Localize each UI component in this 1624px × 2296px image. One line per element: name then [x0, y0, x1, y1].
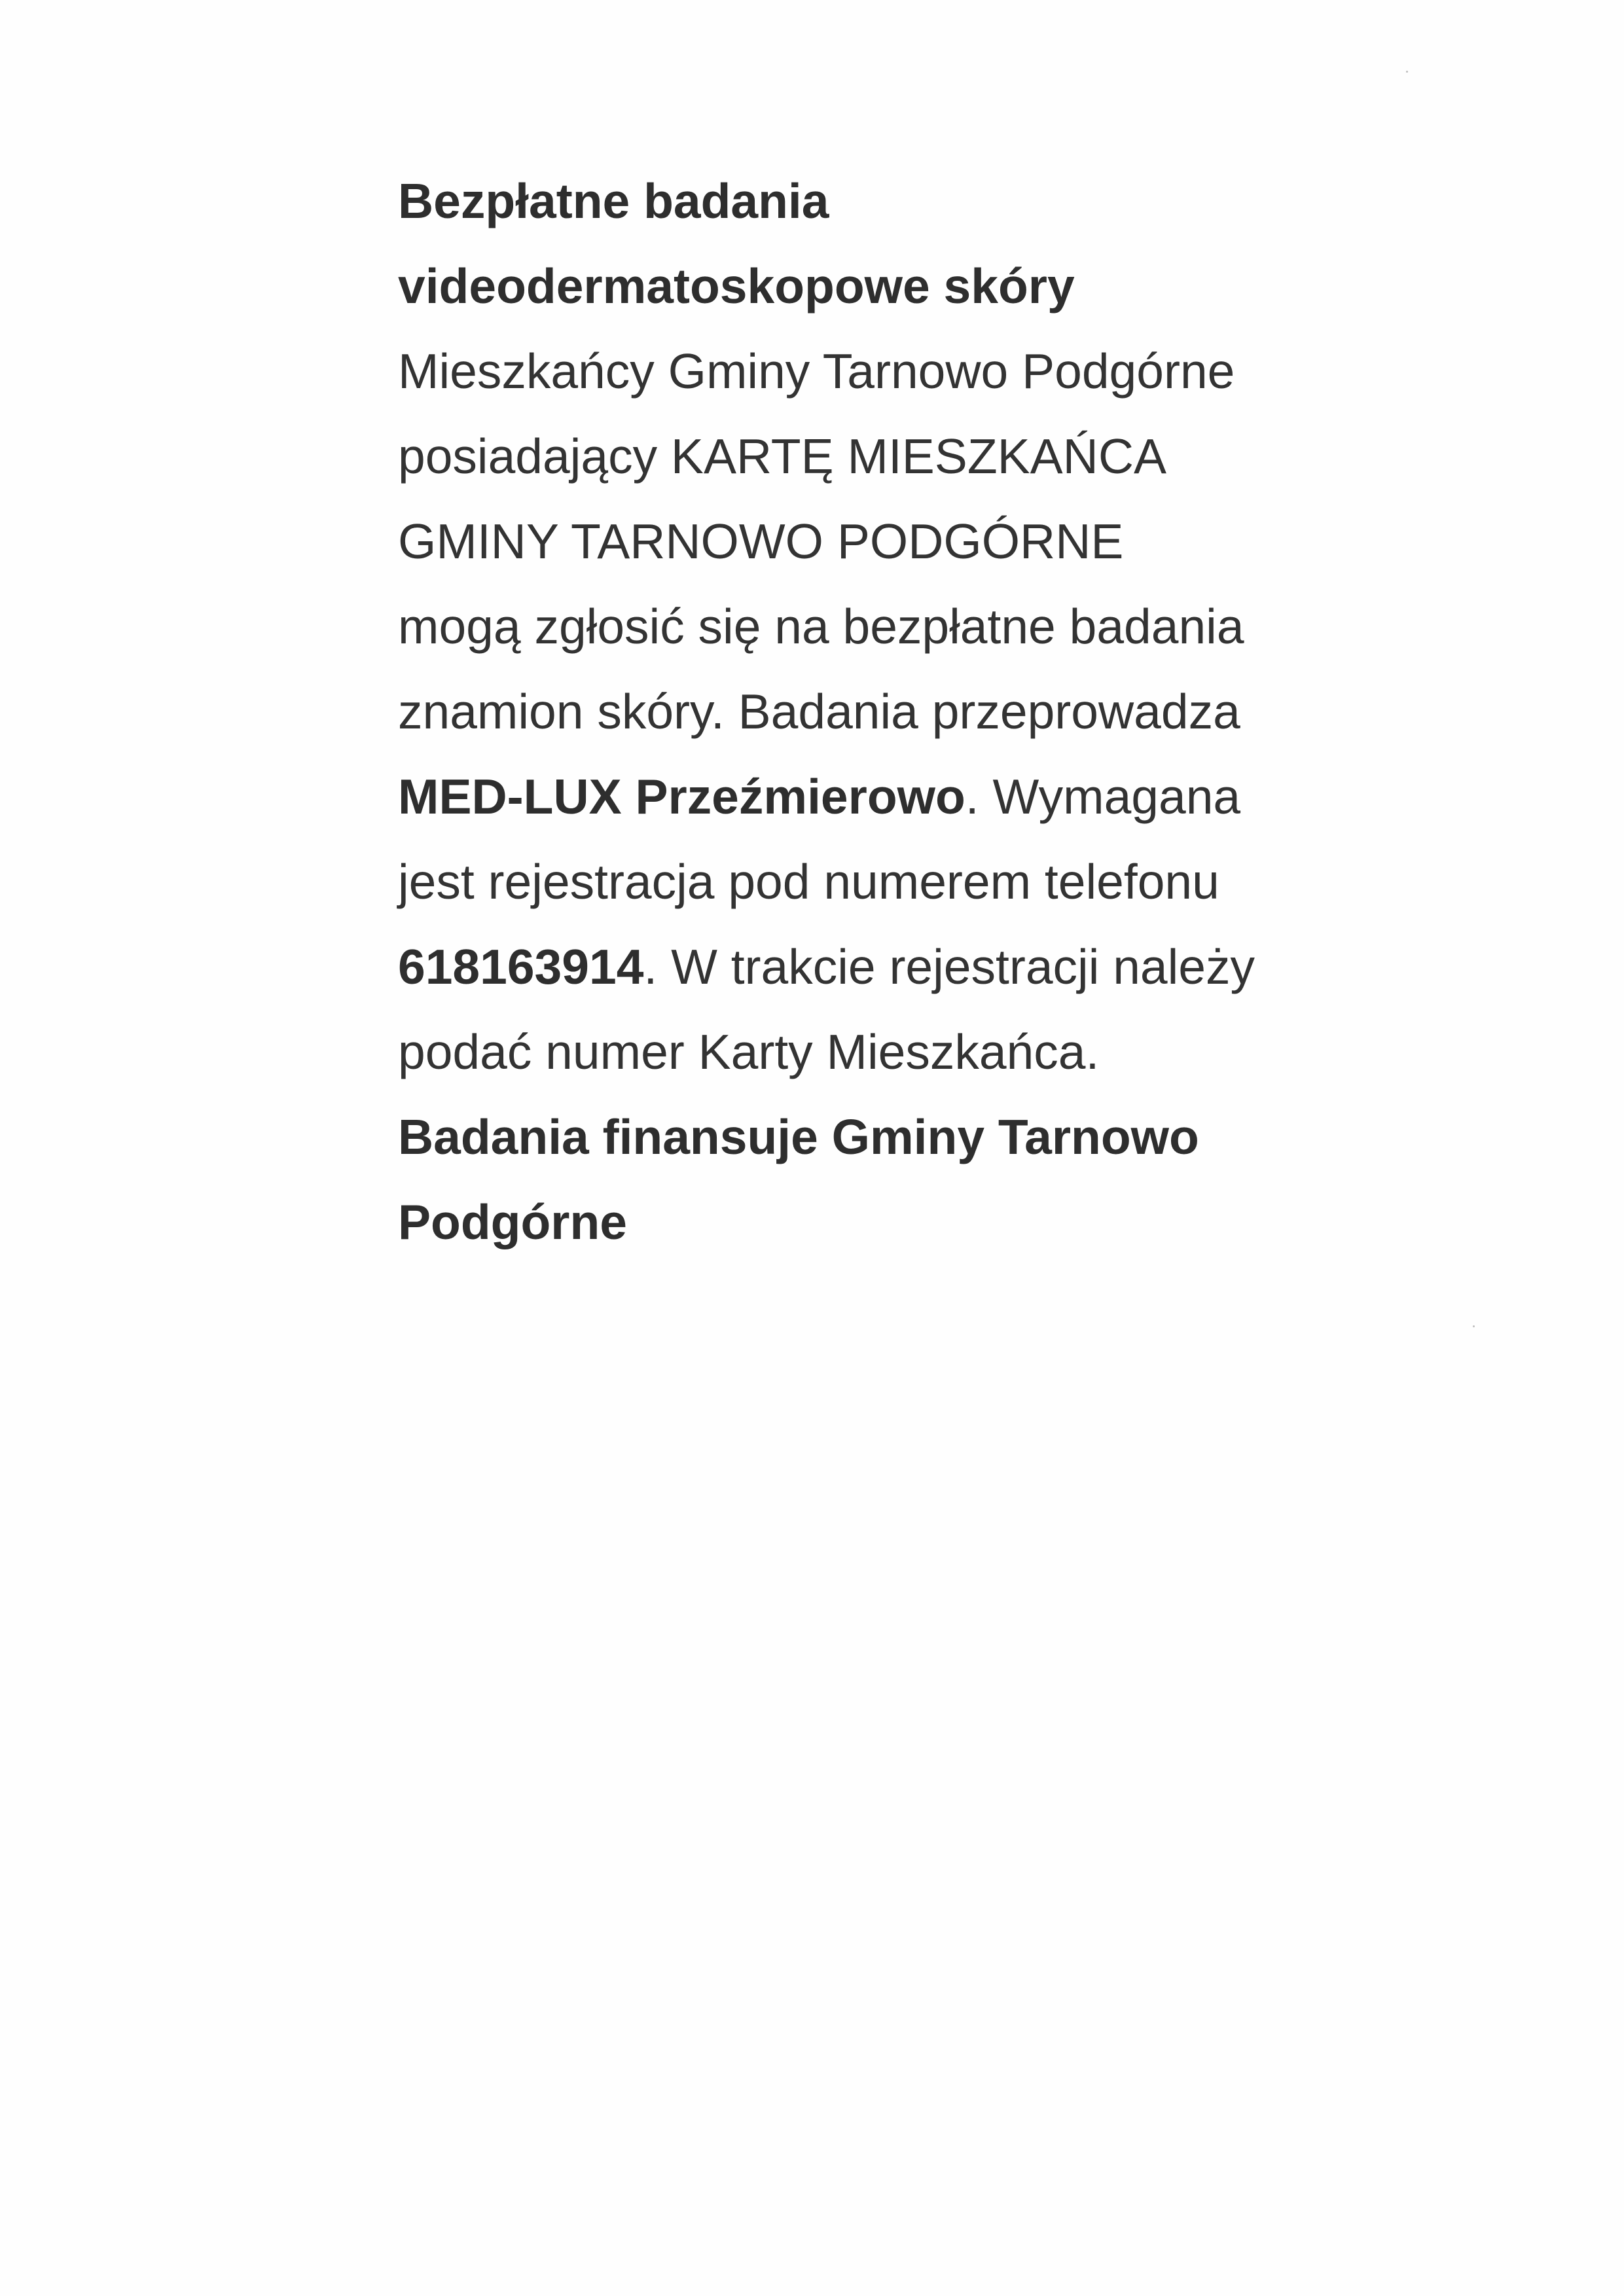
scan-speck [1406, 71, 1408, 73]
phone-number: 618163914 [398, 939, 644, 994]
body-line-4: mogą zgłosić się na bezpłatne badania [398, 599, 1244, 654]
body-line-1: Mieszkańcy Gminy Tarnowo Podgórne [398, 344, 1235, 399]
provider-name: MED-LUX Przeźmierowo [398, 769, 965, 824]
scan-speck [1473, 1325, 1475, 1327]
body-line-5: znamion skóry. Badania przeprowadza [398, 684, 1240, 739]
body-line-6-rest: . Wymagana [965, 769, 1241, 824]
body-line-8-rest: . W trakcie rejestracji należy [643, 939, 1255, 994]
announcement-text [398, 158, 1511, 1265]
heading-line-2: videodermatoskopowe skóry [398, 259, 1075, 314]
body-line-3: GMINY TARNOWO PODGÓRNE [398, 514, 1124, 569]
body-line-2: posiadający KARTĘ MIESZKAŃCA [398, 429, 1167, 484]
footer-line-2: Podgórne [398, 1194, 627, 1249]
body-line-6 [398, 754, 1511, 839]
heading-line-1: Bezpłatne badania [398, 173, 829, 228]
body-line-7: jest rejestracja pod numerem telefonu [398, 854, 1219, 909]
footer-line-1: Badania finansuje Gminy Tarnowo [398, 1109, 1199, 1164]
body-line-9: podać numer Karty Mieszkańca. [398, 1024, 1100, 1079]
body-line-8 [398, 924, 1511, 1009]
